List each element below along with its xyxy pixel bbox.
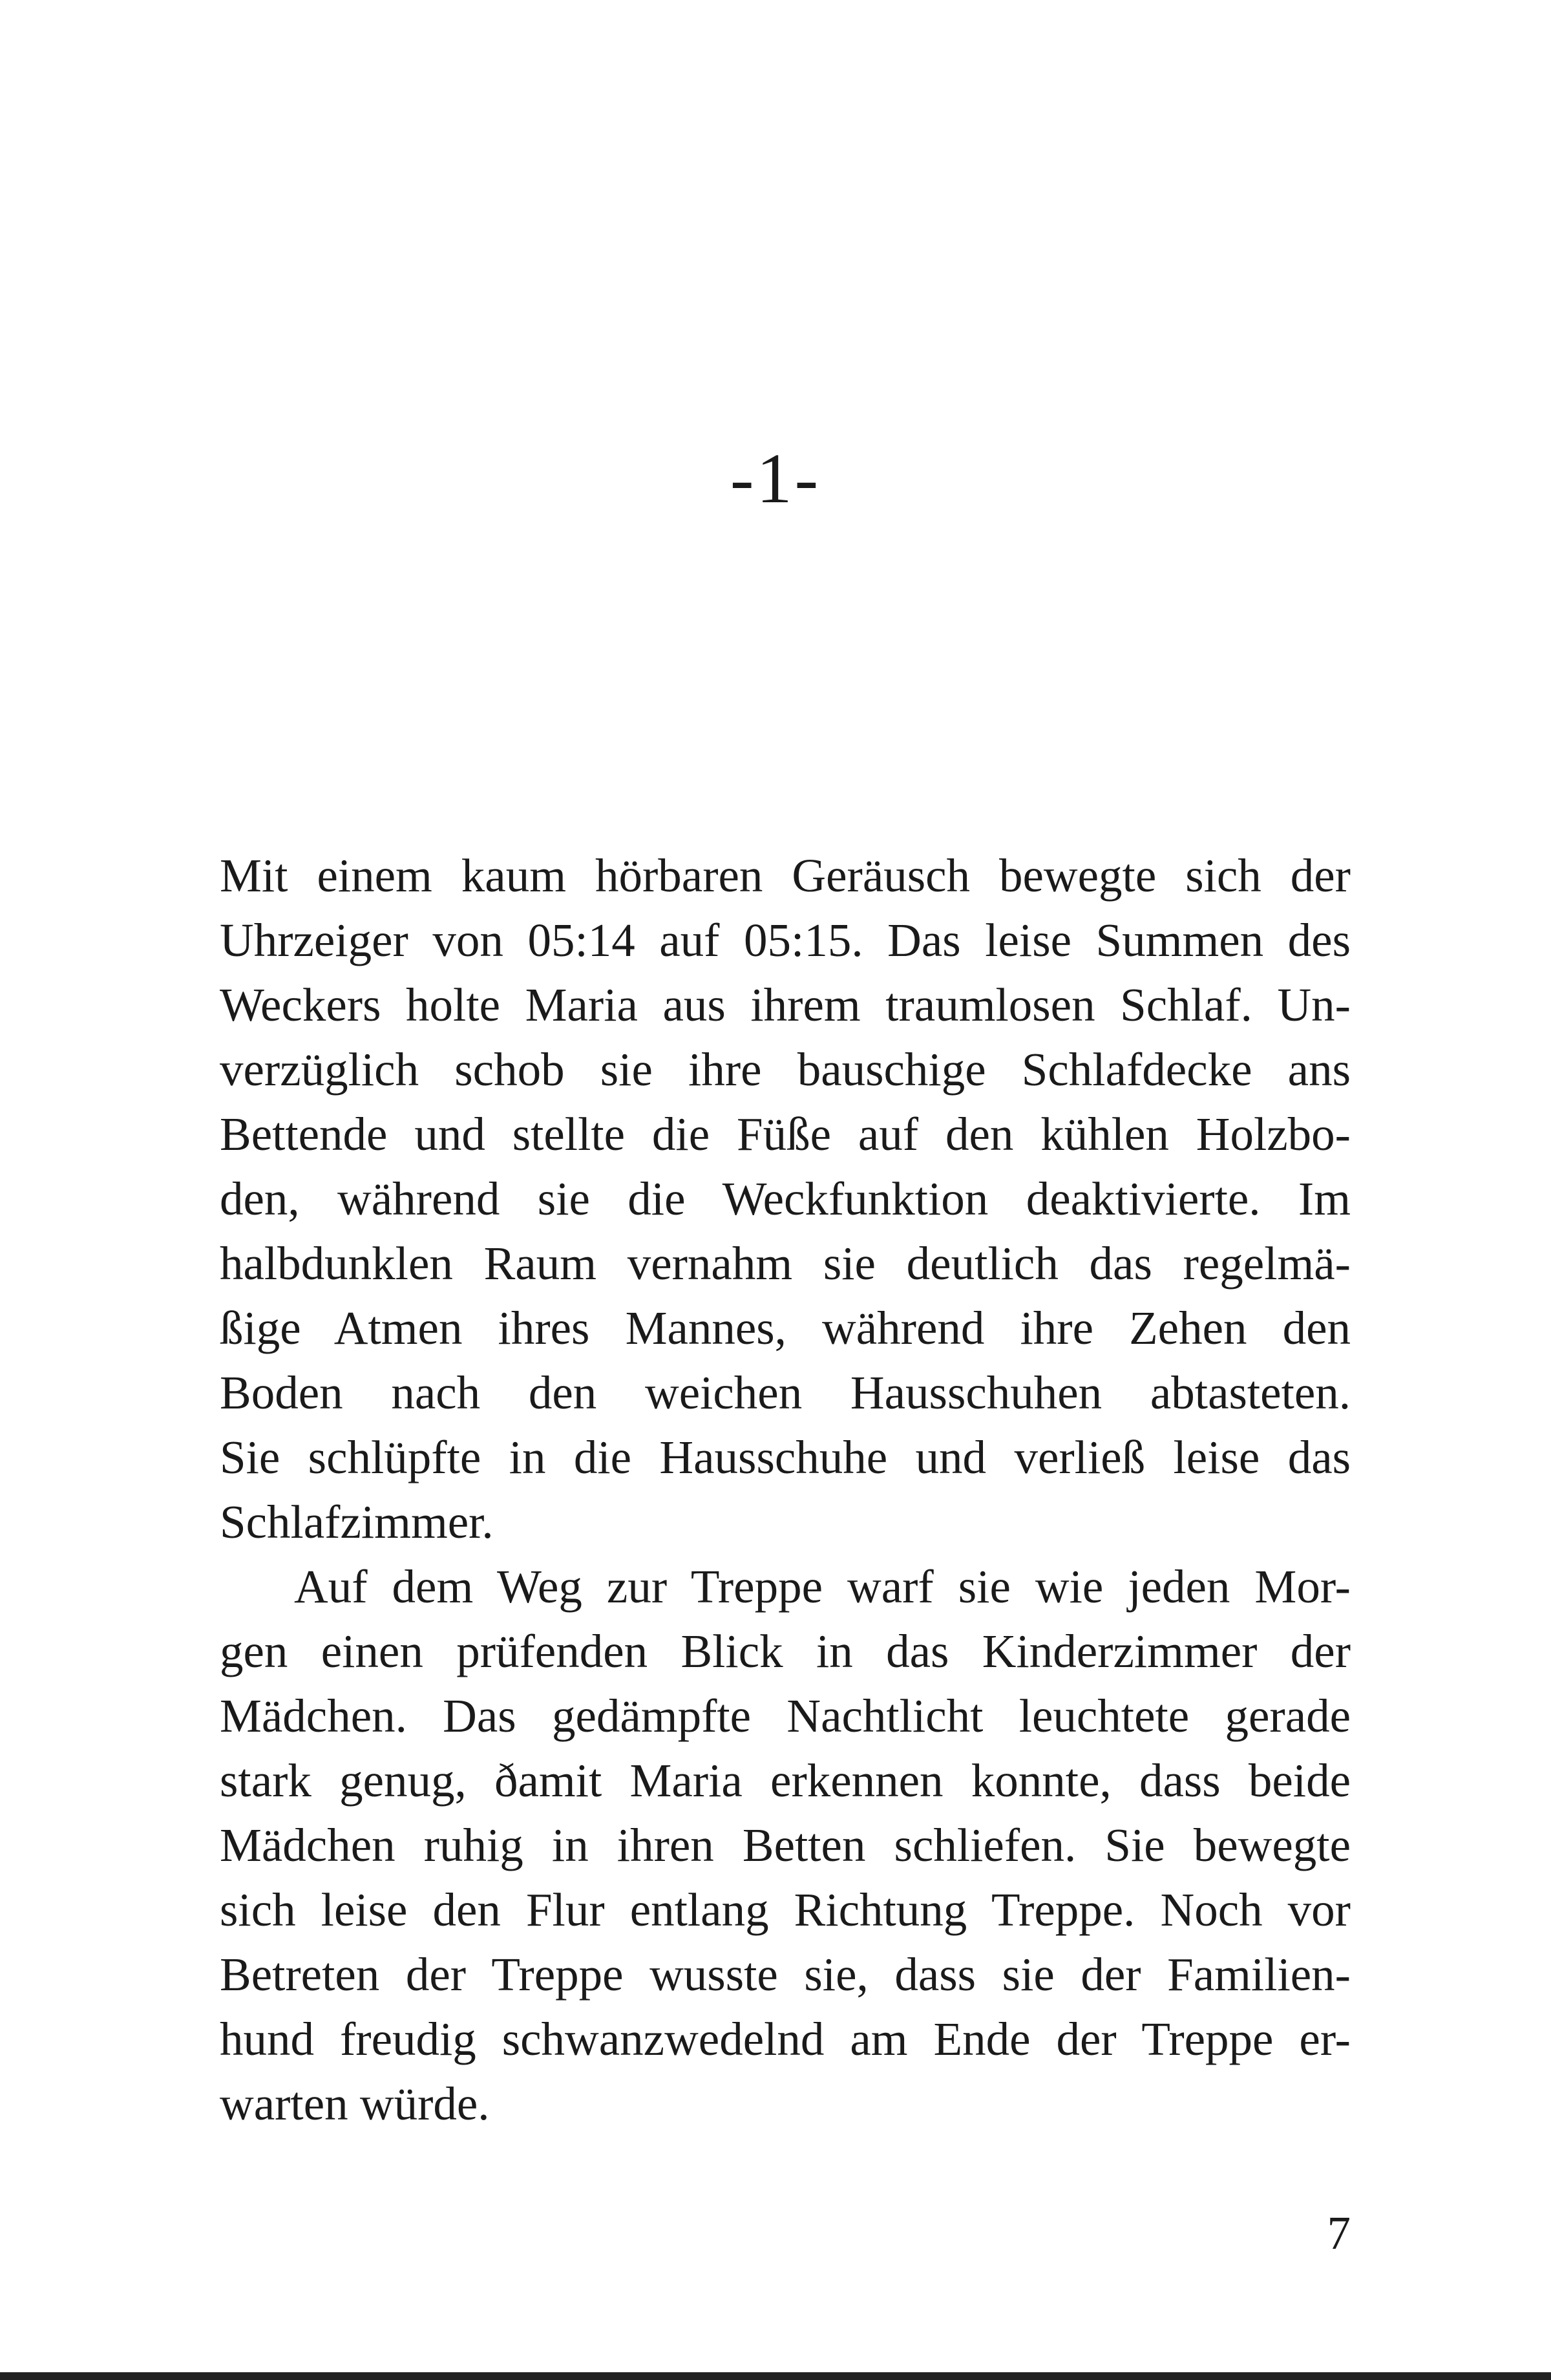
text-line: Mädchen ruhig in ihren Betten schliefen. Sie bewegte — [220, 1819, 1351, 1871]
text-line: Betreten der Treppe wusste sie, dass sie der Familien- — [220, 1948, 1351, 2001]
paragraph-1 — [220, 844, 1351, 1555]
text-line: hund freudig schwanzwedelnd am Ende der Treppe er- — [220, 2013, 1351, 2065]
paragraph-2 — [220, 1555, 1351, 2136]
text-line: Schlafzimmer. — [220, 1496, 494, 1548]
text-line: ßige Atmen ihres Mannes, während ihre Zehen den — [220, 1302, 1351, 1354]
chapter-heading: -1- — [730, 439, 821, 518]
text-line: sich leise den Flur entlang Richtung Treppe. Noch vor — [220, 1884, 1351, 1936]
text-line: warten würde. — [220, 2077, 490, 2130]
bottom-border-line — [0, 2372, 1551, 2380]
text-line: Uhrzeiger von 05:14 auf 05:15. Das leise Summen des — [220, 914, 1351, 966]
text-line: Auf dem Weg zur Treppe warf sie wie jeden Mor- — [294, 1560, 1351, 1613]
text-line: Mit einem kaum hörbaren Geräusch bewegte sich der — [220, 849, 1351, 902]
text-line: halbdunklen Raum vernahm sie deutlich das regelmä- — [220, 1237, 1351, 1290]
text-line: verzüglich schob sie ihre bauschige Schlafdecke ans — [220, 1043, 1351, 1096]
page-number: 7 — [1327, 2207, 1351, 2259]
text-line: Mädchen. Das gedämpfte Nachtlicht leuchtete gerade — [220, 1690, 1351, 1742]
text-line: stark genug, ðamit Maria erkennen konnte, dass beide — [220, 1754, 1351, 1807]
text-line: gen einen prüfenden Blick in das Kinderzimmer der — [220, 1625, 1351, 1677]
text-line: Bettende und stellte die Füße auf den kühlen Holzbo- — [220, 1108, 1351, 1160]
text-line: Boden nach den weichen Hausschuhen abtasteten. — [220, 1366, 1351, 1419]
body-text — [220, 844, 1351, 2136]
text-line: Sie schlüpfte in die Hausschuhe und verließ leise das — [220, 1431, 1351, 1483]
text-line: Weckers holte Maria aus ihrem traumlosen Schlaf. Un- — [220, 979, 1351, 1031]
text-line: den, während sie die Weckfunktion deaktivierte. Im — [220, 1173, 1351, 1225]
